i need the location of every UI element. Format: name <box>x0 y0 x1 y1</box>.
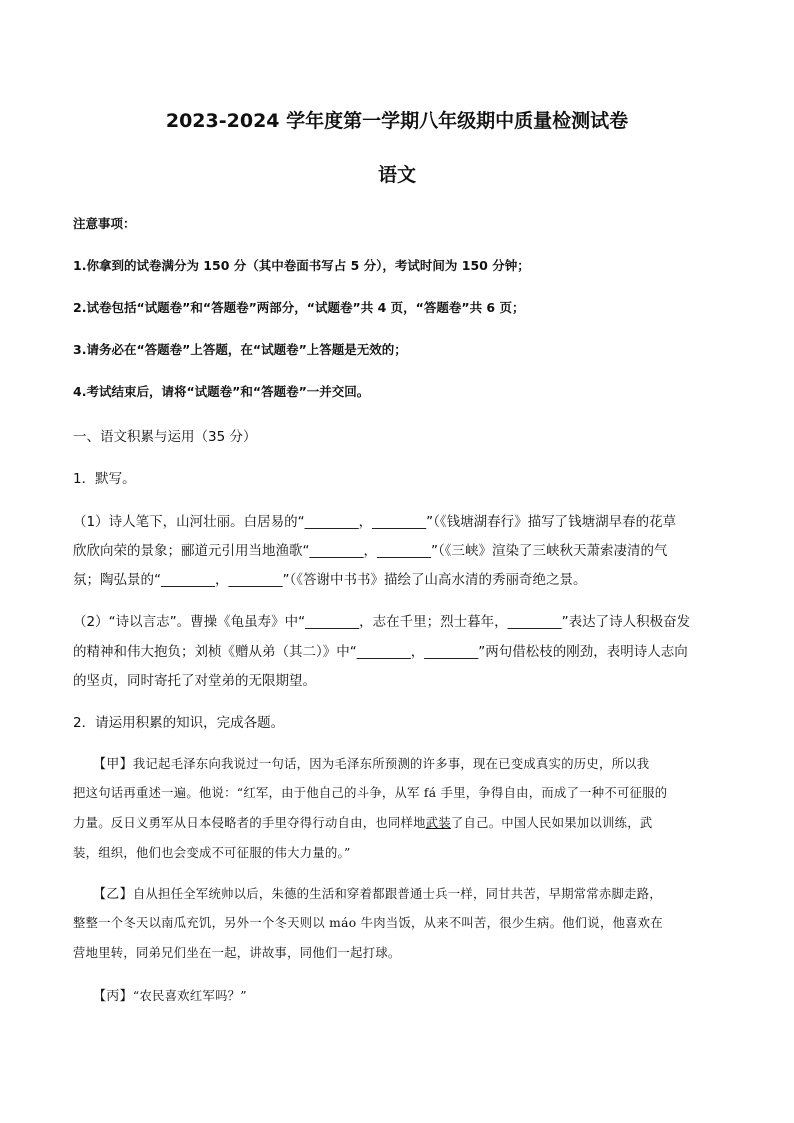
excerpt-yi-line2: 整整一个冬天以南瓜充饥，另外一个冬天则以 máo 牛肉当饭，从来不叫苦，很少生病。他们说，他喜欢在 <box>73 916 663 930</box>
excerpt-yi-line1: 【乙】自从担任全军统帅以后，朱德的生活和穿着都跟普通士兵一样，同甘共苦，早期常常赤脚走路， <box>93 887 662 902</box>
subject-title: 语文 <box>377 164 416 186</box>
q1-part1-line3: 氛；陶弘景的“________，________”（《答谢中书书》描绘了山高水清的秀丽奇绝之景。 <box>73 572 587 588</box>
excerpt-tag-jia: 【甲】 <box>93 757 133 772</box>
exam-title: 2023-2024 学年度第一学期八年级期中质量检测试卷 <box>165 110 629 132</box>
excerpt-tag-yi: 【乙】 <box>93 887 133 902</box>
note-item-2: 2.试卷包括“试题卷”和“答题卷”两部分，“试题卷”共 4 页，“答题卷”共 6 页； <box>73 300 525 315</box>
excerpt-yi-line3: 营地里转，同弟兄们坐在一起，讲故事，同他们一起打球。 <box>73 946 401 960</box>
excerpt-jia-line3: 力量。反日义勇军从日本侵略者的手里夺得行动自由，也同样地武装了自己。中国人民如果加以训练，武 <box>73 816 653 830</box>
section-heading: 一、语文积累与运用（35 分） <box>73 429 257 445</box>
notes-heading: 注意事项： <box>73 216 136 231</box>
q1-part2-line3: 的坚贞，同时寄托了对堂弟的无限期望。 <box>73 673 316 689</box>
question-1-label: 1．默写。 <box>73 471 136 487</box>
excerpt-tag-bing: 【丙】 <box>93 989 133 1004</box>
excerpt-jia-line2: 把这句话再重述一遍。他说：“红军，由于他自己的斗争，从军 fá 手里，争得自由，而成了一种不可征服的 <box>73 786 668 800</box>
q1-part2-line2: 的精神和伟大抱负；刘桢《赠从弟（其二）》中“________，________”两句借松枝的刚劲，表明诗人志向 <box>73 644 688 660</box>
note-item-3: 3.请务必在“答题卷”上答题，在“试题卷”上答题是无效的； <box>73 342 407 357</box>
note-item-1: 1.你拿到的试卷满分为 150 分（其中卷面书写占 5 分），考试时间为 150 分钟； <box>73 258 530 273</box>
question-2-label: 2．请运用积累的知识，完成各题。 <box>73 715 285 731</box>
excerpt-jia-line1: 【甲】我记起毛泽东向我说过一句话，因为毛泽东所预测的许多事，现在已变成真实的历史，所以我 <box>93 757 650 772</box>
q1-part1-line2: 欣欣向荣的景象；郦道元引用当地渔歌“________，________”（《三峡》渲染了三峡秋天萧索凄清的气 <box>73 543 668 559</box>
excerpt-jia-line4: 装，组织，他们也会变成不可征服的伟大力量的。” <box>73 846 351 860</box>
note-item-4: 4.考试结束后，请将“试题卷”和“答题卷”一并交回。 <box>73 384 370 399</box>
underlined-word: 武装 <box>425 816 451 830</box>
q1-part1-line1: （1）诗人笔下，山河壮丽。白居易的“________，________”（《钱塘湖春行》描写了钱塘湖早春的花草 <box>73 514 677 530</box>
excerpt-bing-line1: 【丙】“农民喜欢红军吗？” <box>93 989 247 1004</box>
q1-part2-line1: （2）“诗以言志”。曹操《龟虽寿》中“________，志在千里；烈士暮年，________”表达了诗人积极奋发 <box>73 614 691 630</box>
